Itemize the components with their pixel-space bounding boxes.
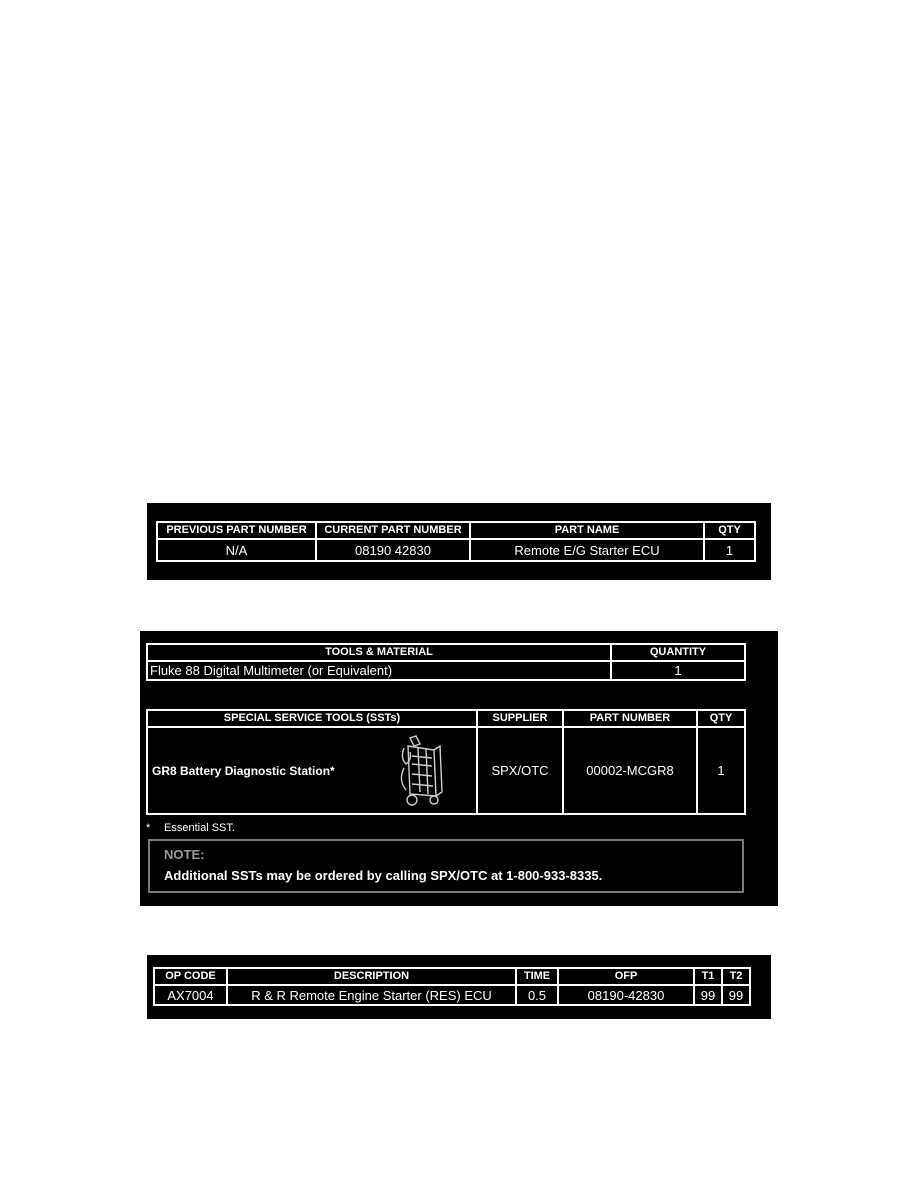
note-box — [148, 839, 744, 893]
header-op-code: OP CODE — [154, 968, 227, 985]
previous-part-number: N/A — [157, 539, 316, 561]
note-text: Additional SSTs may be ordered by calling SPX/OTC at 1-800-933-8335. — [164, 868, 603, 883]
header-special-service-tools: SPECIAL SERVICE TOOLS (SSTs) — [147, 710, 477, 727]
op-code-table — [153, 967, 751, 1006]
op-time: 0.5 — [516, 985, 558, 1005]
header-ofp: OFP — [558, 968, 694, 985]
op-code: AX7004 — [154, 985, 227, 1005]
op-header-row — [154, 968, 750, 985]
footnote-text: Essential SST. — [164, 822, 235, 834]
op-t2: 99 — [722, 985, 750, 1005]
op-code-panel — [147, 955, 771, 1019]
op-t1: 99 — [694, 985, 722, 1005]
table-row — [157, 539, 755, 561]
parts-panel — [147, 503, 771, 580]
header-qty: QTY — [704, 522, 755, 539]
sst-tool-name: GR8 Battery Diagnostic Station* — [152, 763, 335, 778]
header-t2: T2 — [722, 968, 750, 985]
header-current-part-number: CURRENT PART NUMBER — [316, 522, 470, 539]
header-part-number: PART NUMBER — [563, 710, 697, 727]
sst-qty: 1 — [697, 727, 745, 814]
header-time: TIME — [516, 968, 558, 985]
note-label: NOTE: — [164, 847, 205, 862]
table-row — [147, 727, 745, 814]
essential-footnote — [146, 822, 235, 834]
header-previous-part-number: PREVIOUS PART NUMBER — [157, 522, 316, 539]
header-part-name: PART NAME — [470, 522, 704, 539]
tools-material-table — [146, 643, 746, 681]
header-sst-qty: QTY — [697, 710, 745, 727]
table-row — [154, 985, 750, 1005]
header-description: DESCRIPTION — [227, 968, 516, 985]
op-ofp: 08190-42830 — [558, 985, 694, 1005]
header-quantity: QUANTITY — [611, 644, 745, 661]
tool-material-name: Fluke 88 Digital Multimeter (or Equivalent) — [147, 661, 611, 680]
part-qty: 1 — [704, 539, 755, 561]
header-t1: T1 — [694, 968, 722, 985]
tools-panel — [140, 631, 778, 906]
special-service-tools-table — [146, 709, 746, 815]
table-row — [147, 661, 745, 680]
footnote-marker: * — [146, 822, 151, 834]
op-description: R & R Remote Engine Starter (RES) ECU — [227, 985, 516, 1005]
sst-part-number: 00002-MCGR8 — [563, 727, 697, 814]
tool-quantity: 1 — [611, 661, 745, 680]
sst-supplier: SPX/OTC — [477, 727, 563, 814]
battery-station-cart-icon — [396, 734, 446, 808]
parts-header-row — [157, 522, 755, 539]
current-part-number: 08190 42830 — [316, 539, 470, 561]
parts-table — [156, 521, 756, 562]
header-tools-material: TOOLS & MATERIAL — [147, 644, 611, 661]
part-name: Remote E/G Starter ECU — [470, 539, 704, 561]
sst-tool-cell — [147, 727, 477, 814]
sst-header-row — [147, 710, 745, 727]
tools-header-row — [147, 644, 745, 661]
header-supplier: SUPPLIER — [477, 710, 563, 727]
